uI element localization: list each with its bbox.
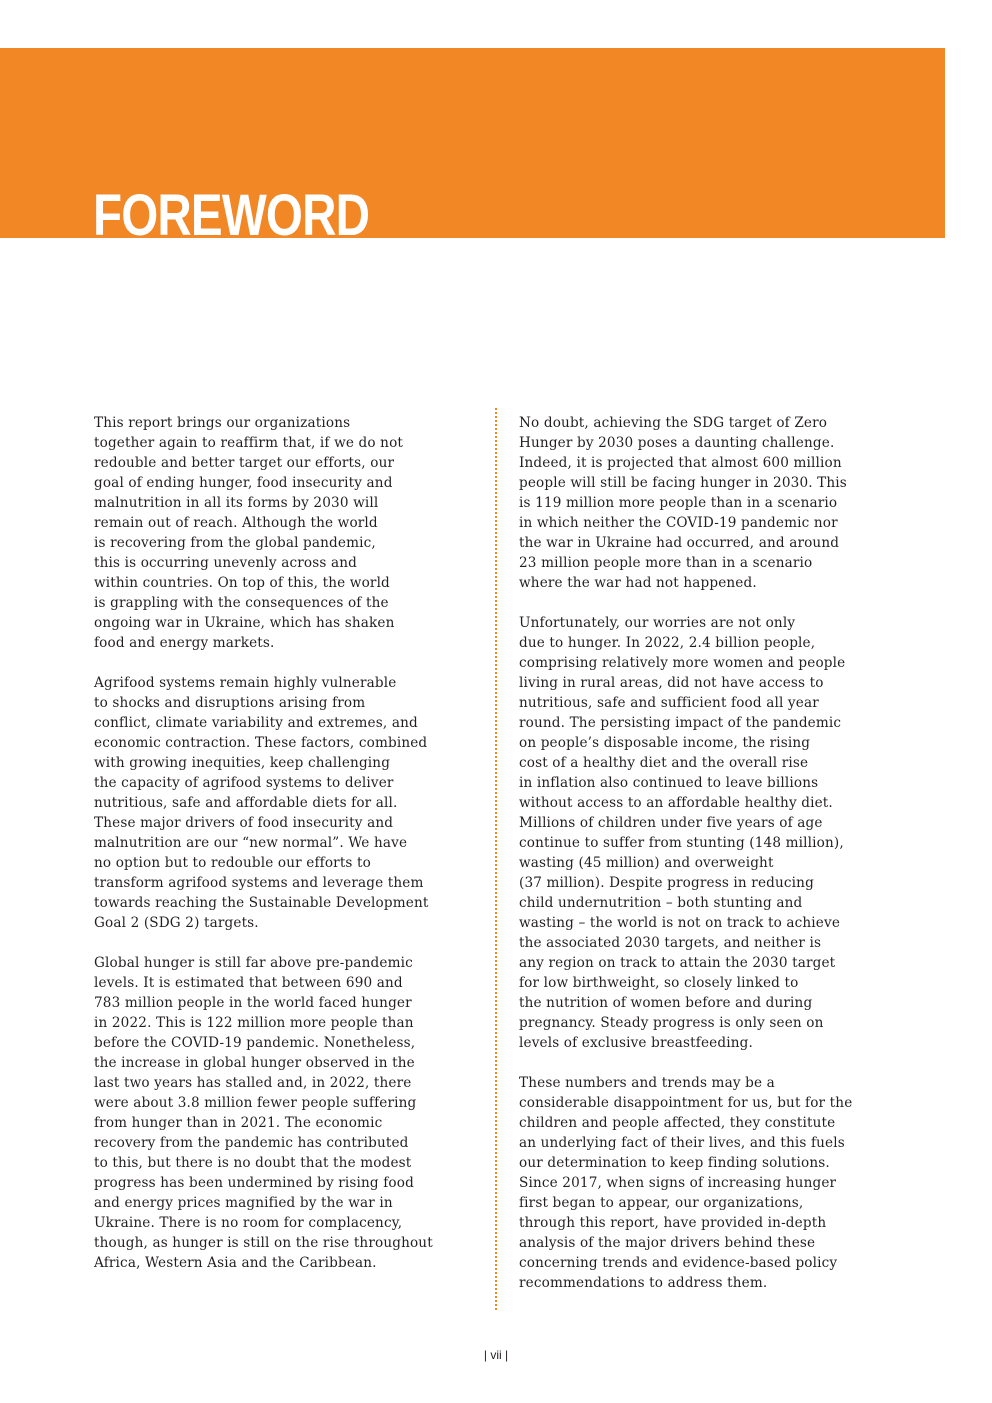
paragraph bbox=[519, 613, 889, 1053]
right-text-column bbox=[519, 413, 889, 1313]
text-line: child undernutrition – both stunting and bbox=[519, 895, 803, 911]
text-line: This report brings our organizations bbox=[94, 415, 351, 431]
text-line: analysis of the major drivers behind these bbox=[519, 1235, 816, 1251]
text-line: the increase in global hunger observed in the bbox=[94, 1055, 415, 1071]
page-title: FOREWORD bbox=[93, 183, 370, 240]
text-line: Goal 2 (SDG 2) targets. bbox=[94, 915, 259, 931]
text-line: nutritious, safe and sufficient food all year bbox=[519, 695, 819, 711]
text-line: Unfortunately, our worries are not only bbox=[519, 615, 796, 631]
text-line: in inflation also continued to leave billions bbox=[519, 775, 819, 791]
text-line: continue to suffer from stunting (148 million), bbox=[519, 835, 844, 851]
left-text-column bbox=[94, 413, 469, 1293]
paragraph bbox=[94, 413, 469, 653]
text-line: food and energy markets. bbox=[94, 635, 275, 651]
text-line: redouble and better target our efforts, our bbox=[94, 455, 395, 471]
text-line: Africa, Western Asia and the Caribbean. bbox=[94, 1255, 377, 1271]
text-line: ongoing war in Ukraine, which has shaken bbox=[94, 615, 395, 631]
text-line: These major drivers of food insecurity and bbox=[94, 815, 394, 831]
text-line: pregnancy. Steady progress is only seen on bbox=[519, 1015, 824, 1031]
text-line: cost of a healthy diet and the overall rise bbox=[519, 755, 809, 771]
text-line: wasting – the world is not on track to achieve bbox=[519, 915, 841, 931]
text-line: on people’s disposable income, the rising bbox=[519, 735, 811, 751]
paragraph bbox=[94, 953, 469, 1273]
text-line: considerable disappointment for us, but for the bbox=[519, 1095, 853, 1111]
text-line: 23 million people more than in a scenario bbox=[519, 555, 813, 571]
text-line: the war in Ukraine had occurred, and around bbox=[519, 535, 840, 551]
text-line: any region on track to attain the 2030 target bbox=[519, 955, 836, 971]
text-line: due to hunger. In 2022, 2.4 billion people, bbox=[519, 635, 816, 651]
text-line: through this report, have provided in-depth bbox=[519, 1215, 827, 1231]
text-line: economic contraction. These factors, combined bbox=[94, 735, 428, 751]
text-line: Agrifood systems remain highly vulnerable bbox=[94, 675, 397, 691]
text-line: Indeed, it is projected that almost 600 million bbox=[519, 455, 842, 471]
text-line: transform agrifood systems and leverage them bbox=[94, 875, 424, 891]
text-line: recommendations to address them. bbox=[519, 1275, 768, 1291]
text-line: and energy prices magnified by the war in bbox=[94, 1195, 393, 1211]
paragraph bbox=[94, 673, 469, 933]
text-line: progress has been undermined by rising food bbox=[94, 1175, 414, 1191]
text-line: from hunger than in 2021. The economic bbox=[94, 1115, 383, 1131]
text-line: malnutrition are our “new normal”. We have bbox=[94, 835, 408, 851]
text-line: without access to an affordable healthy diet. bbox=[519, 795, 833, 811]
text-line: No doubt, achieving the SDG target of Zero bbox=[519, 415, 828, 431]
text-line: Since 2017, when signs of increasing hunger bbox=[519, 1175, 837, 1191]
text-line: conflict, climate variability and extremes, and bbox=[94, 715, 418, 731]
text-line: round. The persisting impact of the pandemic bbox=[519, 715, 842, 731]
text-line: last two years has stalled and, in 2022, there bbox=[94, 1075, 412, 1091]
text-line: nutritious, safe and affordable diets for all. bbox=[94, 795, 398, 811]
text-line: recovery from the pandemic has contributed bbox=[94, 1135, 409, 1151]
text-line: levels. It is estimated that between 690 and bbox=[94, 975, 403, 991]
text-line: were about 3.8 million fewer people suffering bbox=[94, 1095, 417, 1111]
text-line: to shocks and disruptions arising from bbox=[94, 695, 366, 711]
text-line: though, as hunger is still on the rise throughout bbox=[94, 1235, 433, 1251]
text-line: our determination to keep finding solutions. bbox=[519, 1155, 830, 1171]
text-line: the nutrition of women before and during bbox=[519, 995, 813, 1011]
text-line: people will still be facing hunger in 2030. This bbox=[519, 475, 847, 491]
text-line: in which neither the COVID-19 pandemic nor bbox=[519, 515, 838, 531]
text-line: Ukraine. There is no room for complacency, bbox=[94, 1215, 403, 1231]
text-line: 783 million people in the world faced hunger bbox=[94, 995, 412, 1011]
text-line: towards reaching the Sustainable Development bbox=[94, 895, 429, 911]
text-line: Millions of children under five years of age bbox=[519, 815, 823, 831]
text-line: concerning trends and evidence-based policy bbox=[519, 1255, 838, 1271]
column-divider bbox=[495, 408, 497, 1310]
text-line: no option but to redouble our efforts to bbox=[94, 855, 371, 871]
text-line: Hunger by 2030 poses a daunting challenge. bbox=[519, 435, 835, 451]
text-line: where the war had not happened. bbox=[519, 575, 757, 591]
paragraph bbox=[519, 1073, 889, 1293]
text-line: malnutrition in all its forms by 2030 will bbox=[94, 495, 379, 511]
text-line: comprising relatively more women and people bbox=[519, 655, 846, 671]
text-line: is recovering from the global pandemic, bbox=[94, 535, 376, 551]
text-line: the associated 2030 targets, and neither is bbox=[519, 935, 822, 951]
text-line: within countries. On top of this, the world bbox=[94, 575, 390, 591]
text-line: before the COVID-19 pandemic. Nonetheless, bbox=[94, 1035, 416, 1051]
text-line: together again to reaffirm that, if we do not bbox=[94, 435, 404, 451]
text-line: is 119 million more people than in a scenario bbox=[519, 495, 838, 511]
text-line: living in rural areas, did not have access to bbox=[519, 675, 824, 691]
text-line: levels of exclusive breastfeeding. bbox=[519, 1035, 753, 1051]
text-line: with growing inequities, keep challenging bbox=[94, 755, 391, 771]
text-line: first began to appear, our organizations, bbox=[519, 1195, 804, 1211]
page-number: | vii | bbox=[483, 1348, 509, 1362]
text-line: for low birthweight, so closely linked to bbox=[519, 975, 799, 991]
text-line: an underlying fact of their lives, and this fuels bbox=[519, 1135, 845, 1151]
text-line: this is occurring unevenly across and bbox=[94, 555, 357, 571]
text-line: is grappling with the consequences of the bbox=[94, 595, 389, 611]
text-line: goal of ending hunger, food insecurity and bbox=[94, 475, 393, 491]
paragraph bbox=[519, 413, 889, 593]
text-line: in 2022. This is 122 million more people than bbox=[94, 1015, 414, 1031]
text-line: wasting (45 million) and overweight bbox=[519, 855, 774, 871]
text-line: the capacity of agrifood systems to deliver bbox=[94, 775, 394, 791]
text-line: (37 million). Despite progress in reducing bbox=[519, 875, 814, 891]
text-line: children and people affected, they constitute bbox=[519, 1115, 836, 1131]
text-line: These numbers and trends may be a bbox=[519, 1075, 775, 1091]
text-line: remain out of reach. Although the world bbox=[94, 515, 378, 531]
text-line: Global hunger is still far above pre-pandemic bbox=[94, 955, 413, 971]
text-line: to this, but there is no doubt that the modest bbox=[94, 1155, 412, 1171]
